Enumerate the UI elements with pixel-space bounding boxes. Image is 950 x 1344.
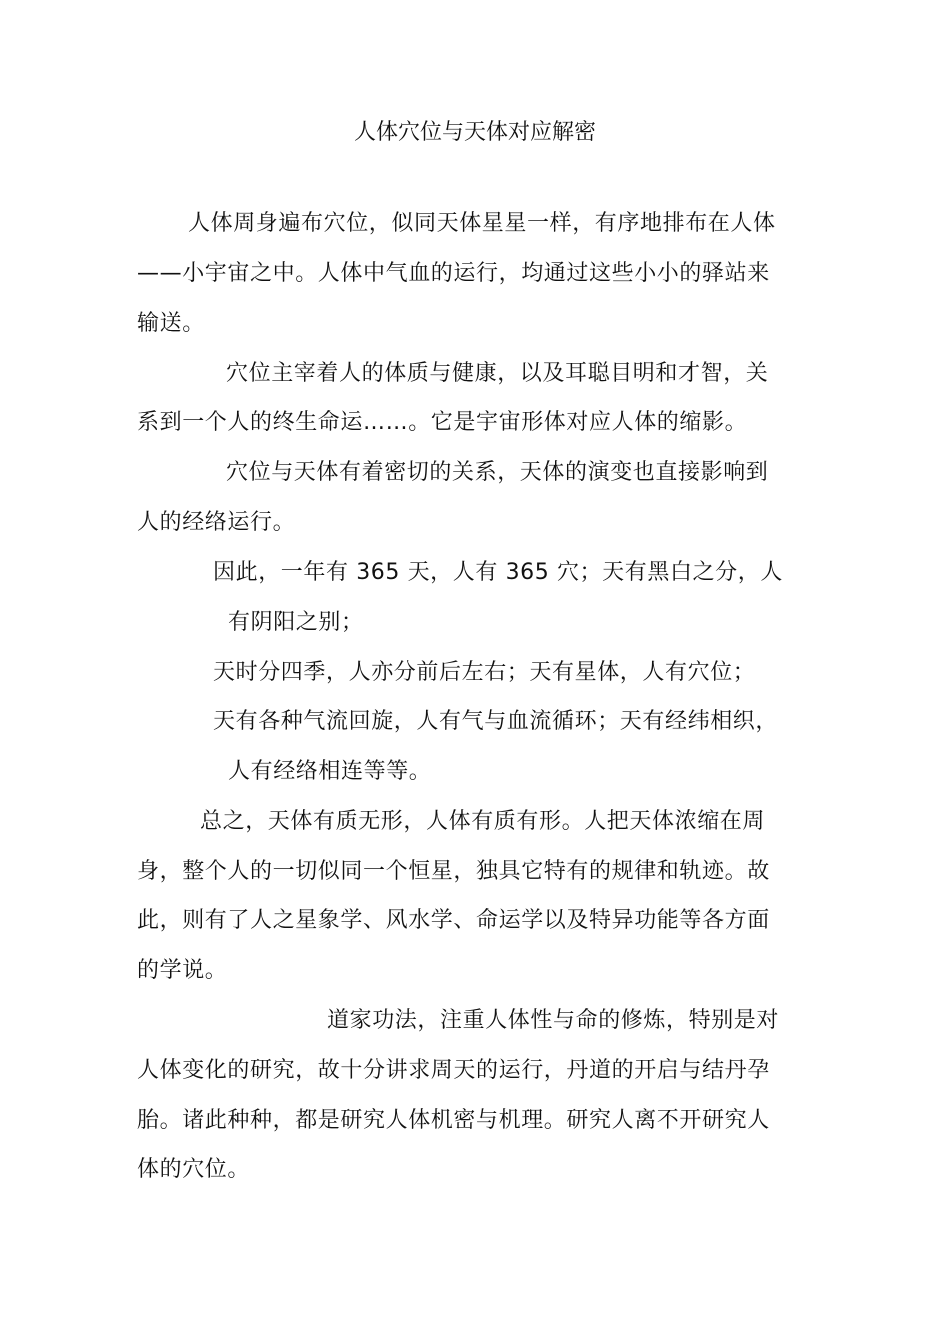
paragraph-line: 体的穴位。	[137, 1157, 251, 1182]
paragraph-line: 穴位主宰着人的体质与健康，以及耳聪目明和才智，关	[226, 361, 769, 386]
paragraph-line: 的学说。	[137, 958, 228, 983]
list-item-continuation: 人有经络相连等等。	[228, 759, 432, 784]
paragraph-line: 胎。诸此种种，都是研究人体机密与机理。研究人离不开研究人	[137, 1108, 770, 1133]
document-title: 人体穴位与天体对应解密	[353, 120, 596, 145]
paragraph-line: 道家功法，注重人体性与命的修炼，特别是对	[327, 1008, 780, 1033]
paragraph-line: 此，则有了人之星象学、风水学、命运学以及特异功能等各方面	[137, 908, 770, 933]
paragraph-line: 穴位与天体有着密切的关系，天体的演变也直接影响到	[226, 460, 769, 485]
paragraph-line: 人体周身遍布穴位，似同天体星星一样，有序地排布在人体	[188, 211, 776, 236]
paragraph-line: 总之，天体有质无形，人体有质有形。人把天体浓缩在周	[200, 809, 766, 834]
list-item: 因此，一年有 365 天，人有 365 穴；天有黑白之分，人	[213, 560, 783, 585]
paragraph-line: 系到一个人的终生命运……。它是宇宙形体对应人体的缩影。	[137, 410, 748, 435]
paragraph-line: 输送。	[137, 311, 205, 336]
paragraph-line: 人的经络运行。	[137, 510, 296, 535]
paragraph-line: ——小宇宙之中。人体中气血的运行，均通过这些小小的驿站来	[137, 261, 770, 286]
list-item-continuation: 有阴阳之别；	[228, 610, 364, 635]
paragraph-line: 人体变化的研究，故十分讲求周天的运行，丹道的开启与结丹孕	[137, 1058, 770, 1083]
paragraph-line: 身，整个人的一切似同一个恒星，独具它特有的规律和轨迹。故	[137, 859, 770, 884]
list-item: 天有各种气流回旋，人有气与血流循环；天有经纬相织，	[213, 709, 779, 734]
list-item: 天时分四季，人亦分前后左右；天有星体，人有穴位；	[213, 660, 756, 685]
